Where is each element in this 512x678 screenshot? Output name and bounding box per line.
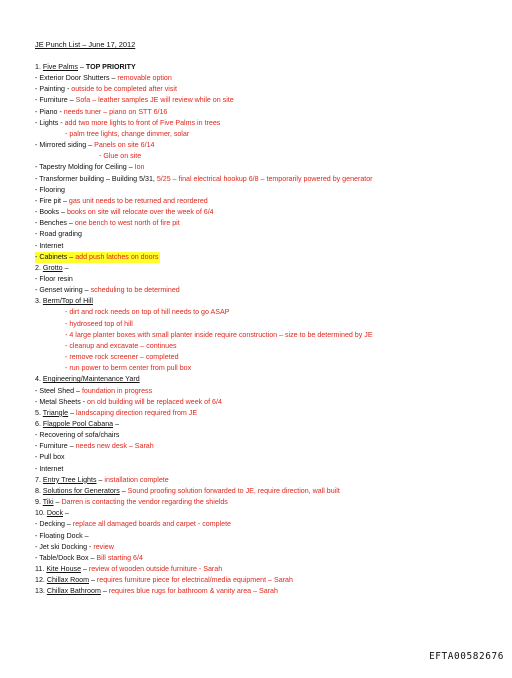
list-line [35,296,503,307]
status-note: - remove rock screener – completed [65,353,179,362]
line-text: – [53,498,62,507]
list-line [35,162,503,173]
list-line [35,241,503,252]
line-text: 8. [35,486,43,495]
line-text: - Floor resin [35,274,73,283]
line-text: 6. [35,420,43,428]
status-note: - palm tree lights, change dimmer, solar [65,129,190,138]
line-text: - Steel Shed – [35,386,82,395]
status-note: - run power to berm center from pull box [65,364,192,373]
section-heading: Chillax Bathroom [46,587,101,596]
list-line [35,140,503,151]
section-heading: Five Palms [42,63,78,71]
line-text: 7. [35,475,43,484]
list-line [35,229,503,240]
line-text: - Benches – [35,219,75,228]
section-heading: Tiki [42,498,54,507]
list-line [35,497,503,508]
line-text: - Internet [35,241,64,250]
list-line [35,341,503,352]
status-note: - cleanup and excavate – continues [65,341,177,350]
line-text: - Fire pit – [35,196,69,205]
list-line [35,575,503,586]
line-text: TOP PRIORITY [85,63,136,71]
list-line [35,129,503,140]
line-text: 13. [35,587,47,596]
status-note: 5/25 – final electrical hookup 6/8 – temporarily powered by generator [156,174,373,183]
list-line [35,196,503,207]
status-note: removable option [117,74,172,83]
list-line [35,475,503,486]
line-text: - Floating Dock – [35,531,89,540]
section-heading: Dock [46,509,64,518]
list-line [35,441,503,452]
list-line [35,486,503,497]
line-text: – [113,420,120,428]
status-note: Sound proofing solution forwarded to JE, require direction, wall built [127,486,340,495]
status-note: review [93,542,114,551]
highlighted-line [35,252,160,263]
list-line [35,408,503,419]
line-text: – [89,576,97,585]
list-line [35,452,503,463]
section-heading: Berm/Top of Hill [42,297,93,306]
line-text: - Table/Dock Box – [35,553,97,562]
list-line [35,185,503,196]
line-text: - Painting - [35,85,72,94]
line-text: 2. [35,263,43,272]
status-note: - 4 large planter boxes with small planter inside require construction – size to be determined by JE [65,330,373,339]
list-line [35,330,503,341]
line-text: – [63,509,69,518]
punch-list-body [35,62,503,598]
status-note: Panels on site 6/14 [94,141,155,150]
list-line [35,84,503,95]
list-line [35,419,503,430]
line-text: - Transformer building – Building 5/31, [35,174,157,183]
bates-number: EFTA00582676 [429,651,504,662]
line-text: – [77,63,86,71]
list-line [35,319,503,330]
list-line [35,218,503,229]
line-text: – [62,263,69,272]
status-note: Bill starting 6/4 [96,553,143,562]
list-line [35,363,503,374]
line-text: – [96,475,105,484]
line-text: - Recovering of sofa/chairs [35,431,120,440]
list-line [35,73,503,84]
status-note: add push latches on doors [75,252,159,261]
line-text: - Mirrored siding – [35,141,95,150]
list-line [35,263,503,274]
list-line [35,207,503,218]
section-heading: Entry Tree Lights [42,475,97,484]
section-heading: Kite House [46,565,82,574]
section-heading: Chillax Room [46,576,90,585]
list-line [35,519,503,530]
section-heading: Flagpole Pool Cabana [42,420,114,428]
list-line [35,531,503,542]
status-note: outside to be completed after visit [71,85,177,94]
line-text: 10. [35,509,47,518]
status-note: scheduling to be determined [90,286,180,295]
document-title: JE Punch List – June 17, 2012 [35,40,136,49]
list-line [35,374,503,385]
status-note: one bench to west north of fire pit [74,219,180,228]
status-note: landscaping direction required from JE [76,408,198,417]
line-text: - Cabinets – [35,252,76,261]
status-note: on old building will be replaced week of 6/4 [87,397,222,406]
status-note: replace all damaged boards and carpet - complete [72,520,231,529]
list-line [35,151,503,162]
list-line [35,553,503,564]
line-text: 1. [35,63,43,71]
line-text: 4. [35,375,43,384]
line-text: – [68,408,77,417]
list-line [35,464,503,475]
line-text: – [119,486,128,495]
list-line [35,430,503,441]
line-text: 9. [35,498,43,507]
status-note: books on site will relocate over the week of 6/4 [66,208,214,217]
status-note: installation complete [104,475,169,484]
status-note: requires blue rugs for bathroom & vanity area – Sarah [108,587,278,596]
line-text: - Furniture – [35,96,76,105]
section-heading: Grotto [42,263,63,272]
list-line [35,274,503,285]
status-note: - dirt and rock needs on top of hill needs to go ASAP [65,308,230,317]
line-text: - Flooring [35,185,65,194]
line-text: – [100,587,109,596]
list-line [35,252,503,263]
status-note: review of wooden outside furniture - Sarah [88,565,223,574]
line-text: – [81,565,89,574]
line-text: - Pull box [35,453,65,462]
status-note: Ion [134,163,145,172]
list-line [35,307,503,318]
line-text: 12. [35,576,47,585]
line-text: - Tapestry Molding for Ceiling – [35,163,135,172]
list-line [35,386,503,397]
section-heading: Triangle [42,408,69,417]
line-text: - Exterior Door Shutters – [35,74,118,83]
line-text: - Books – [35,208,67,217]
list-line [35,62,503,73]
status-note: needs tuner – piano on STT 6/16 [63,107,168,116]
list-line [35,95,503,106]
line-text: - Genset wiring – [35,286,91,295]
line-text: - Road grading [35,230,82,239]
line-text: 5. [35,408,43,417]
status-note: - Glue on site [99,152,142,161]
line-text: - Piano - [35,107,64,116]
line-text: - Internet [35,464,64,473]
line-text: - Metal Sheets - [35,397,88,406]
line-text: - Jet ski Docking - [35,542,94,551]
list-line [35,174,503,185]
section-heading: Engineering/Maintenance Yard [42,375,140,384]
status-note: foundation in progress [81,386,153,395]
status-note: - hydroseed top of hill [65,319,133,328]
section-heading: Solutions for Generators [42,486,120,495]
punch-list-document [35,40,503,598]
status-note: needs new desk – Sarah [75,442,154,451]
line-text: 11. [35,565,47,574]
list-line [35,397,503,408]
list-line [35,107,503,118]
line-text: 3. [35,297,43,306]
line-text: - Lights - [35,118,65,127]
status-note: add two more lights to front of Five Palms in trees [64,118,221,127]
list-line [35,564,503,575]
line-text: - Furniture – [35,442,76,451]
list-line [35,508,503,519]
status-note: Sofa – leather samples JE will review while on site [75,96,234,105]
list-line [35,285,503,296]
list-line [35,118,503,129]
status-note: requires furniture piece for electrical/media equipment – Sarah [96,576,293,585]
list-line [35,352,503,363]
line-text: - Decking – [35,520,73,529]
list-line [35,542,503,553]
list-line [35,586,503,597]
status-note: Darren is contacting the vendor regarding the shields [61,498,228,507]
status-note: gas unit needs to be returned and reordered [68,196,208,205]
